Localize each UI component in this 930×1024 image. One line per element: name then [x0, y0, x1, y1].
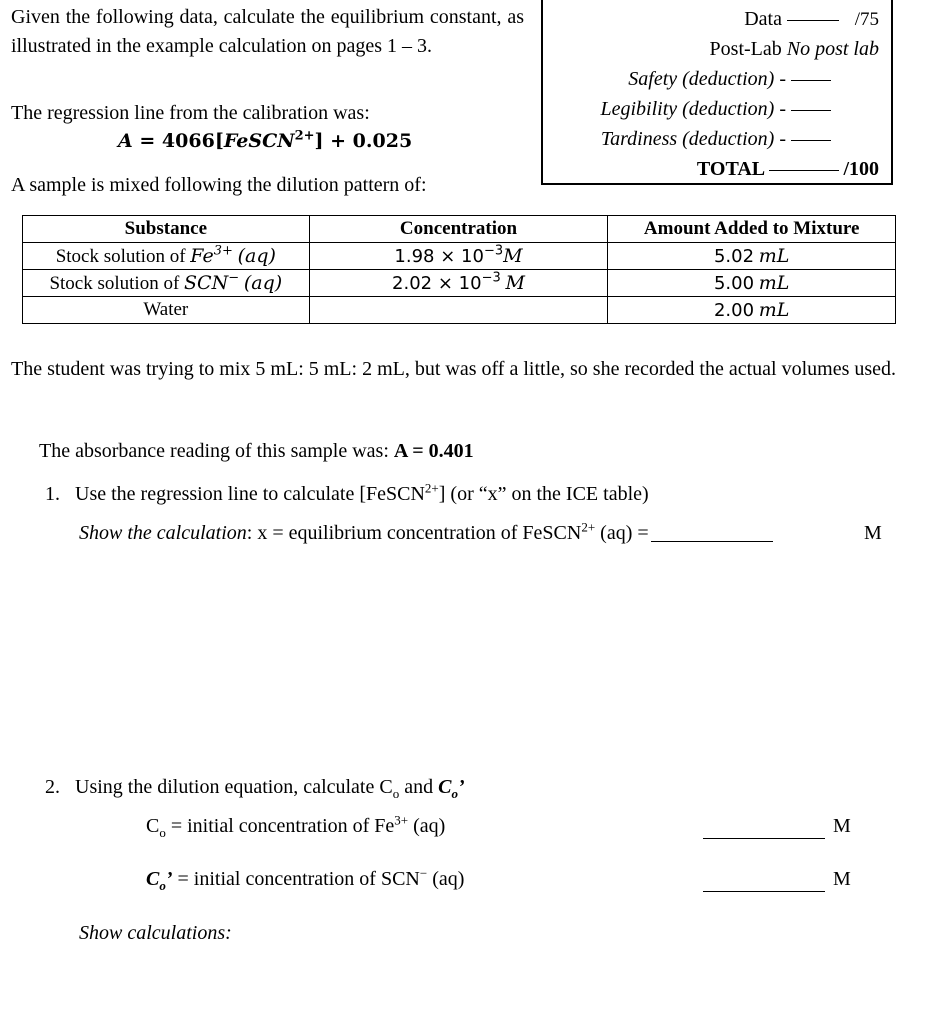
- answer-unit-co: M: [833, 815, 851, 837]
- answer-unit-co-prime: M: [833, 868, 851, 890]
- amount-cell: 5.00 mL: [608, 270, 896, 297]
- grading-box: [541, 0, 893, 185]
- question-2: 2. Using the dilution equation, calculate $C_o$ and $C_o$’: [45, 776, 465, 801]
- grade-tardiness-row: Tardiness (deduction) -: [601, 128, 831, 151]
- regression-label: The regression line from the calibration was:: [11, 102, 370, 124]
- substance-cell: Water: [23, 297, 310, 324]
- volume-paragraph: The student was trying to mix 5 mL: 5 mL: 2 mL, but was off a little, so she recorded the actual volumes used.: [11, 358, 897, 380]
- grade-total-max: /100: [843, 158, 879, 180]
- substance-cell: Stock solution of $Fe^{3+}$ (aq): [23, 243, 310, 270]
- answer-blank-co[interactable]: [703, 838, 825, 839]
- amount-cell: 5.02 mL: [608, 243, 896, 270]
- answer-unit-1: M: [864, 522, 882, 544]
- show-calculations-label: Show calculations:: [79, 922, 232, 944]
- concentration-cell: [309, 297, 608, 324]
- sample-label: A sample is mixed following the dilution pattern of:: [11, 174, 427, 196]
- grade-safety-row: Safety (deduction) -: [628, 68, 831, 91]
- header-substance: Substance: [23, 216, 310, 243]
- table-header-row: [23, 216, 896, 243]
- question-1: 1. Use the regression line to calculate [FeSCN$^{2+}$] (or “x” on the ICE table): [45, 480, 649, 505]
- header-amount: Amount Added to Mixture: [608, 216, 896, 243]
- dilution-table: [22, 215, 896, 324]
- grade-data-row: Data: [744, 8, 839, 31]
- question-2-line-co: $C_o$ = initial concentration of $Fe^{3+}$ (aq): [146, 812, 446, 840]
- concentration-cell: $2.02 \times 10^{-3}$ M: [309, 270, 608, 297]
- answer-blank-co-prime[interactable]: [703, 891, 825, 892]
- table-row: [23, 297, 896, 324]
- grade-total-row: TOTAL: [697, 158, 839, 181]
- concentration-cell: $1.98 \times 10^{-3}M$: [309, 243, 608, 270]
- grade-data-max: /75: [854, 9, 879, 30]
- regression-equation: A = 4066[FeSCN$^{2+}$] + 0.025: [118, 128, 413, 152]
- header-concentration: Concentration: [309, 216, 608, 243]
- absorbance-line: The absorbance reading of this sample was: A = 0.401: [39, 440, 474, 462]
- table-row: [23, 243, 896, 270]
- substance-cell: Stock solution of SCN− (aq): [23, 270, 310, 297]
- question-2-line-co-prime: $C_o$’ = initial concentration of SCN− (aq): [146, 865, 465, 893]
- amount-cell: 2.00 mL: [608, 297, 896, 324]
- instructions-text: Given the following data, calculate the equilibrium constant, as illustrated in the example calculation on pages 1 – 3.: [11, 6, 524, 57]
- grade-legibility-row: Legibility (deduction) -: [600, 98, 831, 121]
- question-1-calculation-line: Show the calculation: x = equilibrium concentration of FeSCN$^{2+}$ (aq) =: [79, 522, 773, 545]
- table-row: [23, 270, 896, 297]
- grade-postlab-row: Post-Lab No post lab: [709, 38, 879, 60]
